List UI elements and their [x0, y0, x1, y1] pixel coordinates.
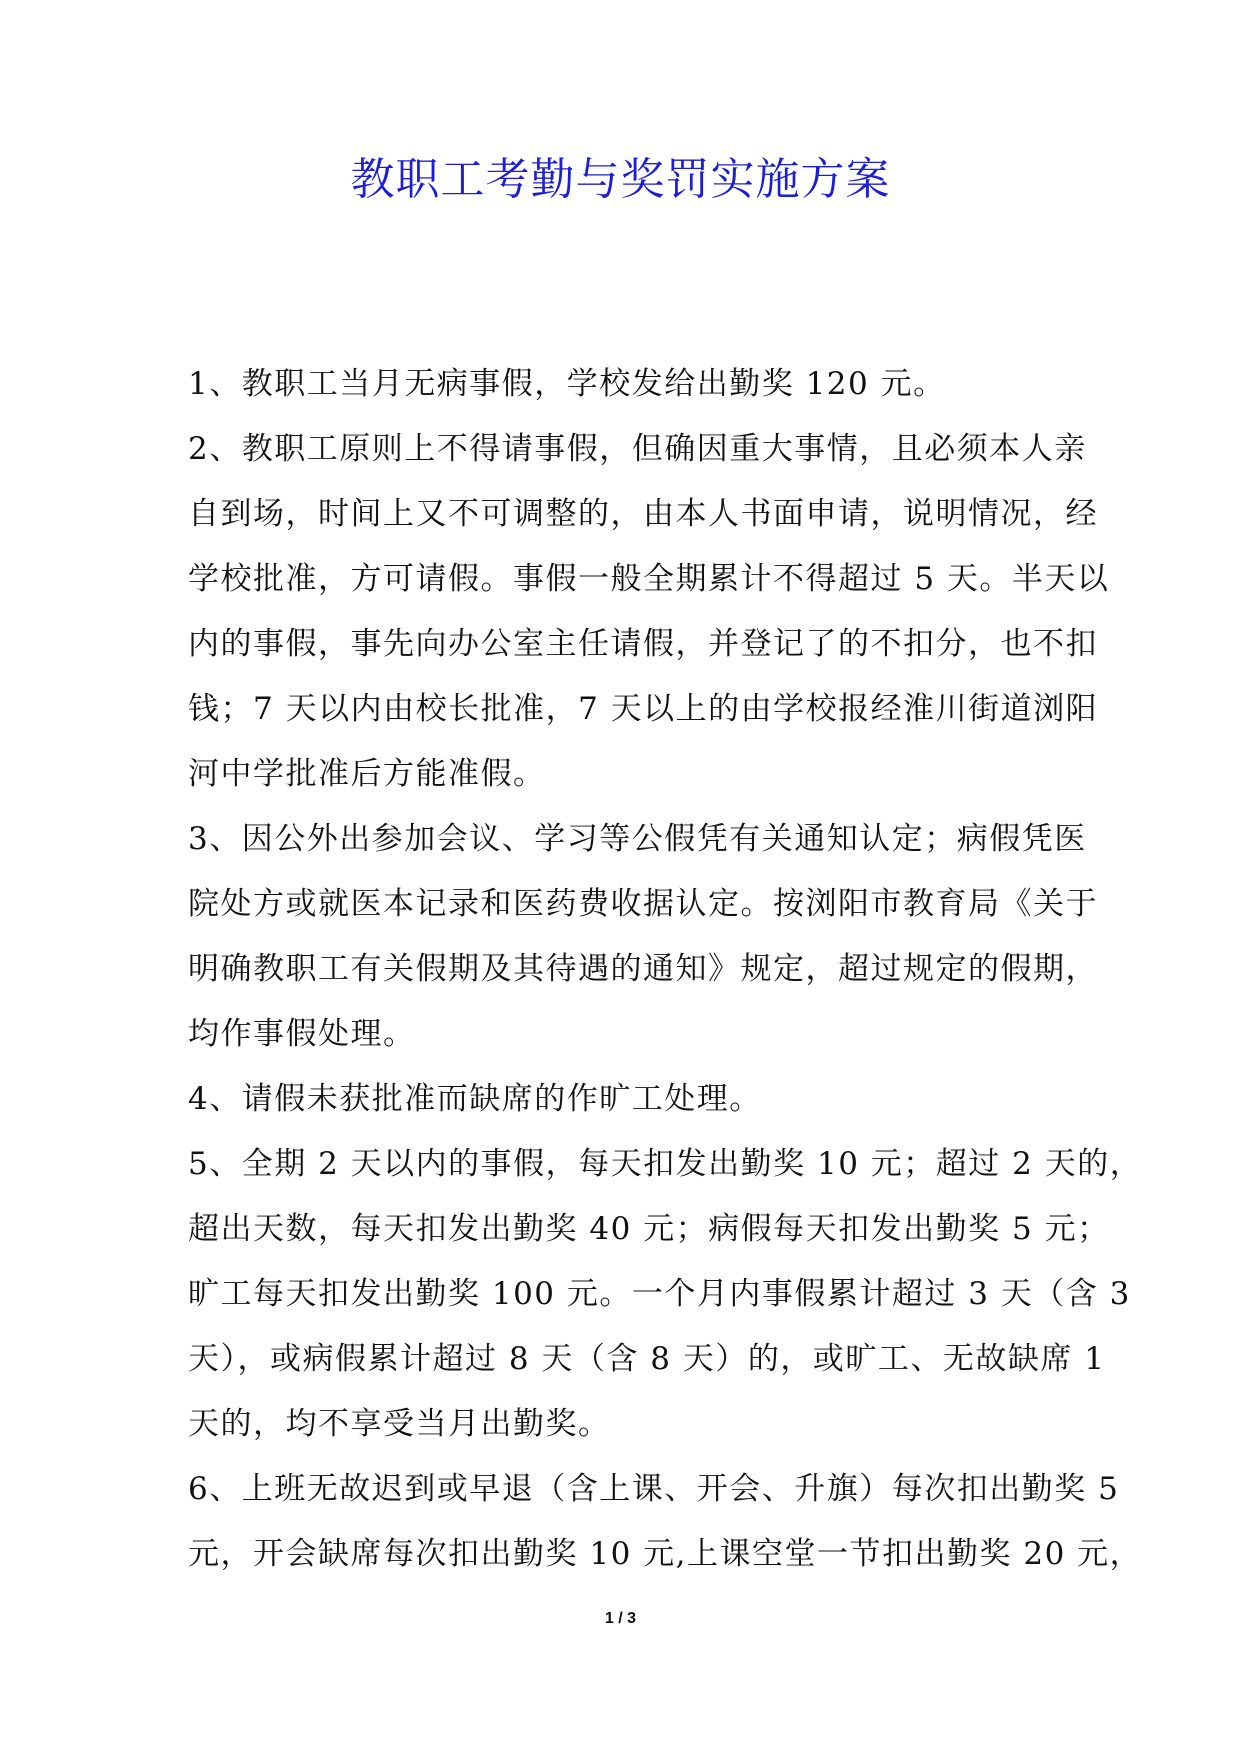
- page-number: 1 / 3: [604, 1610, 637, 1627]
- paragraph-line: 1、教职工当月无病事假，学校发给出勤奖 120 元。: [188, 366, 946, 402]
- paragraph-line: 旷工每天扣发出勤奖 100 元。一个月内事假累计超过 3 天（含 3: [188, 1276, 1131, 1312]
- paragraph-3: [188, 807, 1098, 1067]
- paragraph-line: 钱；7 天以内由校长批准，7 天以上的由学校报经淮川街道浏阳: [188, 691, 1099, 727]
- paragraph-line: 均作事假处理。: [188, 1016, 416, 1052]
- paragraph-line: 天的，均不享受当月出勤奖。: [188, 1406, 611, 1442]
- paragraph-line: 元，开会缺席每次扣出勤奖 10 元,上课空堂一节扣出勤奖 20 元，: [188, 1536, 1143, 1572]
- paragraph-4: [188, 1067, 1058, 1132]
- paragraph-6: [188, 1457, 1143, 1587]
- paragraph-line: 天），或病假累计超过 8 天（含 8 天）的，或旷工、无故缺席 1: [188, 1341, 1106, 1377]
- paragraph-line: 学校批准，方可请假。事假一般全期累计不得超过 5 天。半天以: [188, 561, 1110, 597]
- paragraph-line: 河中学批准后方能准假。: [188, 756, 546, 792]
- document-body: [188, 352, 1143, 1587]
- paragraph-line: 6、上班无故迟到或早退（含上课、开会、升旗）每次扣出勤奖 5: [188, 1471, 1120, 1507]
- paragraph-2: [188, 417, 1110, 807]
- paragraph-line: 超出天数，每天扣发出勤奖 40 元；病假每天扣发出勤奖 5 元；: [188, 1211, 1110, 1247]
- paragraph-1: [188, 352, 1058, 417]
- paragraph-line: 3、因公外出参加会议、学习等公假凭有关通知认定；病假凭医: [188, 821, 1087, 857]
- paragraph-line: 自到场，时间上又不可调整的，由本人书面申请，说明情况，经: [188, 496, 1098, 532]
- paragraph-5: [188, 1132, 1143, 1457]
- paragraph-line: 内的事假，事先向办公室主任请假，并登记了的不扣分，也不扣: [188, 626, 1098, 662]
- document-title: 教职工考勤与奖罚实施方案: [350, 154, 891, 205]
- paragraph-line: 院处方或就医本记录和医药费收据认定。按浏阳市教育局《关于: [188, 886, 1098, 922]
- paragraph-line: 明确教职工有关假期及其待遇的通知》规定，超过规定的假期，: [188, 951, 1098, 987]
- paragraph-line: 5、全期 2 天以内的事假，每天扣发出勤奖 10 元；超过 2 天的，: [188, 1146, 1143, 1182]
- paragraph-line: 4、请假未获批准而缺席的作旷工处理。: [188, 1081, 762, 1117]
- paragraph-line: 2、教职工原则上不得请事假，但确因重大事情，且必须本人亲: [188, 431, 1087, 467]
